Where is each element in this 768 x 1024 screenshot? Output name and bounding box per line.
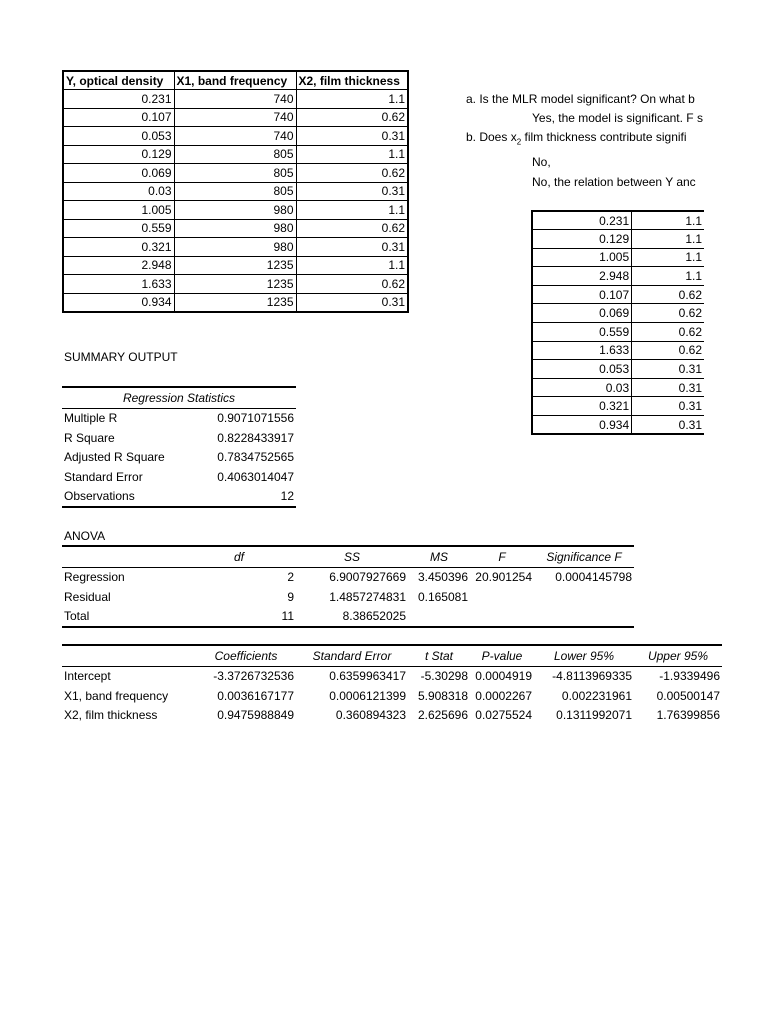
regression-statistics-body xyxy=(62,387,296,507)
data-table-cell: 1.1 xyxy=(296,256,408,275)
sorted-table-cell: 0.053 xyxy=(532,360,632,379)
sorted-table-cell: 0.31 xyxy=(632,378,704,397)
coefficients-row xyxy=(62,706,722,726)
data-table-cell: 0.069 xyxy=(63,164,174,183)
sorted-table-cell: 0.129 xyxy=(532,230,632,249)
statistic-label: Observations xyxy=(62,487,194,508)
sorted-table-cell: 2.948 xyxy=(532,267,632,286)
data-table-cell: 0.62 xyxy=(296,219,408,238)
question-b-suffix: film thickness contribute signifi xyxy=(521,130,687,144)
data-table-cell: 1.1 xyxy=(296,201,408,220)
data-table-cell: 0.559 xyxy=(63,219,174,238)
sorted-table xyxy=(531,210,704,435)
anova-cell: Regression xyxy=(64,570,125,585)
data-table-cell: 2.948 xyxy=(63,256,174,275)
statistic-label: Standard Error xyxy=(64,469,143,484)
coefficients-row xyxy=(62,686,722,706)
anova-cell xyxy=(408,607,470,628)
data-table-row xyxy=(63,201,408,220)
coefficients-header-cell: Lower 95% xyxy=(534,645,634,666)
data-table-cell: 0.321 xyxy=(63,238,174,257)
data-table-cell: 740 xyxy=(174,90,296,109)
data-table-cell: 740 xyxy=(174,108,296,127)
data-table-row xyxy=(63,275,408,294)
sorted-table-row xyxy=(532,285,704,304)
question-a: a. Is the MLR model significant? On what b xyxy=(466,92,695,106)
sorted-table-row xyxy=(532,304,704,323)
answer-b-line2: No, the relation between Y anc xyxy=(532,175,696,189)
anova-cell xyxy=(534,607,634,628)
statistic-label: Multiple R xyxy=(64,411,118,426)
coefficients-table xyxy=(62,644,722,725)
data-table-row xyxy=(63,219,408,238)
sorted-table-cell: 0.03 xyxy=(532,378,632,397)
coefficients-cell: 0.002231961 xyxy=(561,688,632,703)
coefficients-cell: -3.3726732536 xyxy=(213,669,294,684)
sorted-table-cell: 1.1 xyxy=(632,248,704,267)
data-table-row xyxy=(63,182,408,201)
anova-header-cell: SS xyxy=(296,546,408,567)
anova-cell: 20.901254 xyxy=(475,570,532,585)
regression-statistics-row xyxy=(62,487,296,508)
regression-statistics-row xyxy=(62,428,296,448)
data-table-row xyxy=(63,238,408,257)
coefficients-cell: -4.8113969335 xyxy=(552,669,632,684)
data-table-cell: 0.31 xyxy=(296,182,408,201)
coefficients-header-cell: t Stat xyxy=(408,645,470,666)
anova-header-cell xyxy=(62,546,182,567)
coefficients-cell: X2, film thickness xyxy=(64,708,158,723)
header-y: Y, optical density xyxy=(63,71,174,90)
anova-header-cell: MS xyxy=(408,546,470,567)
sorted-table-cell: 0.62 xyxy=(632,304,704,323)
regression-statistics-table xyxy=(62,386,296,508)
data-table-header-row xyxy=(63,71,408,90)
answer-b-line1: No, xyxy=(532,155,551,169)
sorted-table-row xyxy=(532,267,704,286)
anova-cell xyxy=(470,607,534,628)
data-table-row xyxy=(63,108,408,127)
sorted-table-cell: 0.231 xyxy=(532,211,632,230)
sorted-table-row xyxy=(532,323,704,342)
coefficients-header-cell: Coefficients xyxy=(196,645,296,666)
coefficients-header-cell: P-value xyxy=(470,645,534,666)
sorted-table-cell: 0.321 xyxy=(532,397,632,416)
data-table-cell: 805 xyxy=(174,145,296,164)
sorted-table-cell: 1.005 xyxy=(532,248,632,267)
sorted-table-body xyxy=(532,211,704,434)
data-table-cell: 1235 xyxy=(174,256,296,275)
data-table-cell: 0.107 xyxy=(63,108,174,127)
data-table xyxy=(62,70,409,313)
data-table-cell: 0.31 xyxy=(296,238,408,257)
anova-cell: 2 xyxy=(287,570,294,585)
data-table-cell: 1.005 xyxy=(63,201,174,220)
data-table-cell: 0.129 xyxy=(63,145,174,164)
sorted-table-cell: 0.934 xyxy=(532,416,632,435)
data-table-cell: 0.62 xyxy=(296,164,408,183)
anova-cell: 0.0004145798 xyxy=(555,570,632,585)
regression-statistics-row xyxy=(62,467,296,487)
anova-cell: Total xyxy=(62,607,182,628)
sorted-table-cell: 1.1 xyxy=(632,211,704,230)
anova-title: ANOVA xyxy=(64,529,106,543)
data-table-cell: 1235 xyxy=(174,293,296,312)
coefficients-cell: 2.625696 xyxy=(417,708,468,723)
coefficients-cell: 1.76399856 xyxy=(656,708,720,723)
question-b xyxy=(466,130,687,146)
regression-statistics-row xyxy=(62,408,296,428)
question-b-prefix: b. Does x xyxy=(466,130,517,144)
sorted-table-cell: 0.069 xyxy=(532,304,632,323)
anova-cell: 8.38652025 xyxy=(296,607,408,628)
anova-cell: 6.9007927669 xyxy=(329,570,406,585)
sorted-table-cell: 0.62 xyxy=(632,285,704,304)
anova-cell: 1.4857274831 xyxy=(329,589,406,604)
coefficients-row xyxy=(62,666,722,686)
statistic-value: 0.8228433917 xyxy=(217,430,294,445)
data-table-cell: 1.1 xyxy=(296,145,408,164)
data-table-cell: 1.1 xyxy=(296,90,408,109)
sorted-table-row xyxy=(532,416,704,435)
anova-cell: 11 xyxy=(182,607,296,628)
sorted-table-cell: 0.62 xyxy=(632,341,704,360)
data-table-body xyxy=(63,90,408,312)
coefficients-cell: X1, band frequency xyxy=(64,688,169,703)
anova-cell: Residual xyxy=(64,589,111,604)
coefficients-cell: 5.908318 xyxy=(417,688,468,703)
coefficients-cell: 0.0275524 xyxy=(475,708,532,723)
sorted-table-cell: 0.107 xyxy=(532,285,632,304)
coefficients-header-cell xyxy=(62,645,196,666)
statistic-value: 0.9071071556 xyxy=(217,411,294,426)
data-table-cell: 980 xyxy=(174,219,296,238)
anova-cell: 0.165081 xyxy=(417,589,468,604)
anova-cell: 9 xyxy=(287,589,294,604)
statistic-value: 0.7834752565 xyxy=(217,450,294,465)
coefficients-cell: Intercept xyxy=(64,669,111,684)
data-table-cell: 805 xyxy=(174,164,296,183)
coefficients-header-cell: Standard Error xyxy=(296,645,408,666)
sorted-table-row xyxy=(532,360,704,379)
data-table-cell: 0.62 xyxy=(296,108,408,127)
coefficients-cell: 0.0036167177 xyxy=(217,688,294,703)
anova-header-cell: df xyxy=(182,546,296,567)
data-table-cell: 0.231 xyxy=(63,90,174,109)
statistic-label: R Square xyxy=(64,430,115,445)
data-table-row xyxy=(63,145,408,164)
coefficients-cell: 0.6359963417 xyxy=(329,669,406,684)
regression-statistics-row xyxy=(62,448,296,468)
summary-title: SUMMARY OUTPUT xyxy=(64,350,178,364)
anova-header-cell: F xyxy=(470,546,534,567)
data-table-cell: 980 xyxy=(174,238,296,257)
sorted-table-cell: 1.633 xyxy=(532,341,632,360)
sorted-table-cell: 0.31 xyxy=(632,397,704,416)
sorted-table-cell: 1.1 xyxy=(632,267,704,286)
sorted-table-row xyxy=(532,341,704,360)
data-table-cell: 805 xyxy=(174,182,296,201)
sorted-table-row xyxy=(532,248,704,267)
coefficients-header-row xyxy=(62,645,722,666)
header-x1: X1, band frequency xyxy=(174,71,296,90)
anova-cell xyxy=(470,587,534,607)
coefficients-cell: 0.0006121399 xyxy=(329,688,406,703)
sorted-table-cell: 1.1 xyxy=(632,230,704,249)
header-x2: X2, film thickness xyxy=(296,71,408,90)
anova-row xyxy=(62,567,634,587)
question-b-subscript: 2 xyxy=(516,137,522,147)
data-table-cell: 0.62 xyxy=(296,275,408,294)
data-table-row xyxy=(63,164,408,183)
anova-row xyxy=(62,607,634,628)
coefficients-cell: 0.9475988849 xyxy=(217,708,294,723)
sorted-table-row xyxy=(532,397,704,416)
data-table-row xyxy=(63,127,408,146)
coefficients-header-cell: Upper 95% xyxy=(634,645,722,666)
data-table-cell: 980 xyxy=(174,201,296,220)
data-table-cell: 0.31 xyxy=(296,293,408,312)
anova-row xyxy=(62,587,634,607)
sorted-table-cell: 0.31 xyxy=(632,416,704,435)
sorted-table-cell: 0.31 xyxy=(632,360,704,379)
anova-cell: 3.450396 xyxy=(417,570,468,585)
regression-statistics-header: Regression Statistics xyxy=(62,387,296,408)
sorted-table-row xyxy=(532,378,704,397)
data-table-row xyxy=(63,90,408,109)
data-table-cell: 1.633 xyxy=(63,275,174,294)
data-table-cell: 0.053 xyxy=(63,127,174,146)
sorted-table-cell: 0.559 xyxy=(532,323,632,342)
coefficients-cell: 0.0002267 xyxy=(475,688,532,703)
coefficients-cell: 0.360894323 xyxy=(335,708,406,723)
data-table-row xyxy=(63,256,408,275)
coefficients-cell: 0.0004919 xyxy=(475,669,532,684)
coefficients-body xyxy=(62,666,722,725)
answer-a: Yes, the model is significant. F s xyxy=(532,111,703,125)
coefficients-cell: -5.30298 xyxy=(420,669,468,684)
anova-table xyxy=(62,545,634,628)
statistic-value: 0.4063014047 xyxy=(217,469,294,484)
coefficients-cell: 0.1311992071 xyxy=(556,708,632,723)
anova-body xyxy=(62,567,634,627)
anova-header-row xyxy=(62,546,634,567)
data-table-cell: 0.934 xyxy=(63,293,174,312)
data-table-cell: 1235 xyxy=(174,275,296,294)
data-table-cell: 740 xyxy=(174,127,296,146)
sorted-table-row xyxy=(532,230,704,249)
data-table-cell: 0.31 xyxy=(296,127,408,146)
sorted-table-row xyxy=(532,211,704,230)
statistic-label: Adjusted R Square xyxy=(64,450,165,465)
sorted-table-cell: 0.62 xyxy=(632,323,704,342)
anova-cell xyxy=(534,587,634,607)
data-table-row xyxy=(63,293,408,312)
coefficients-cell: -1.9339496 xyxy=(659,669,720,684)
statistic-value: 12 xyxy=(194,487,296,508)
data-table-cell: 0.03 xyxy=(63,182,174,201)
anova-header-cell: Significance F xyxy=(534,546,634,567)
coefficients-cell: 0.00500147 xyxy=(656,688,720,703)
